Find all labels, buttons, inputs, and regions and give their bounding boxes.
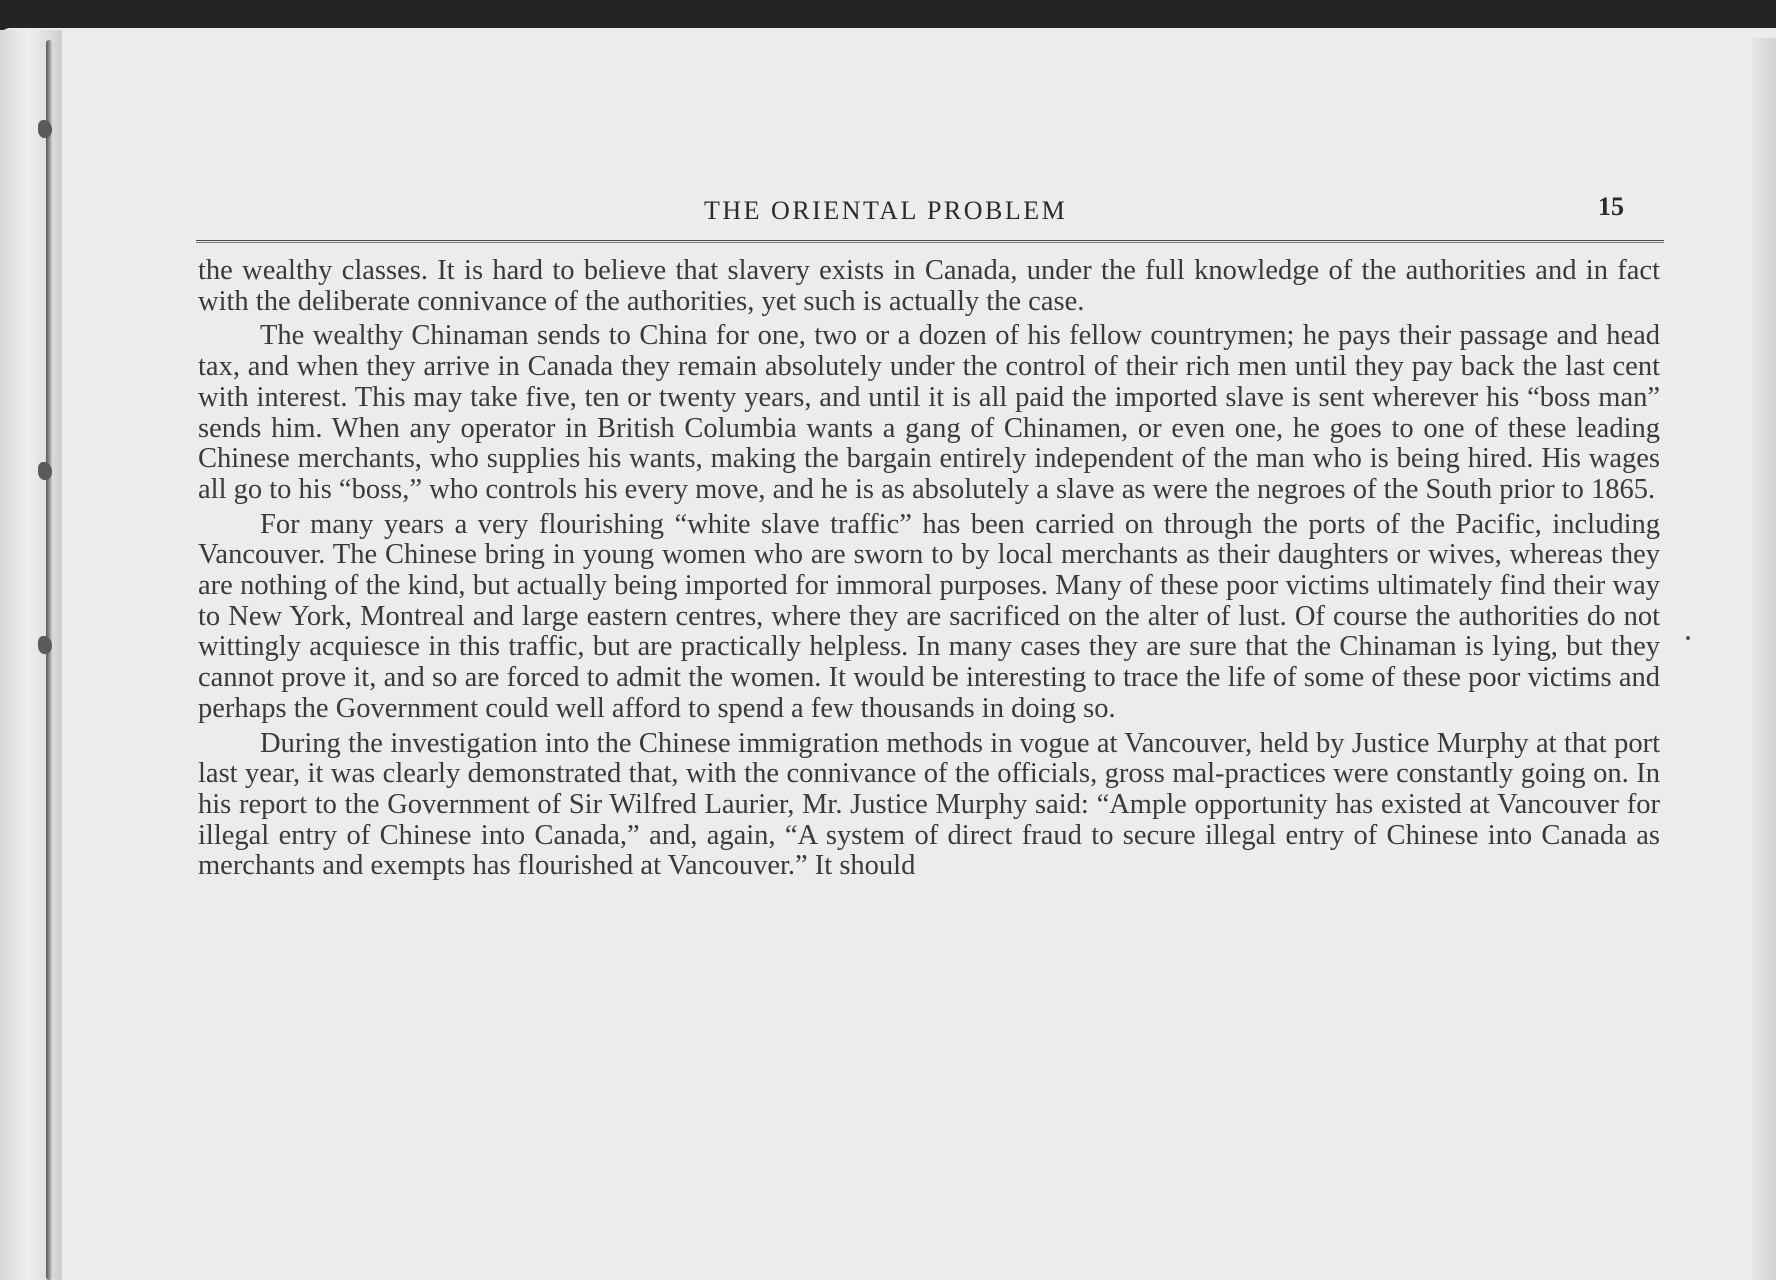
spine-binding-mark [38,636,52,654]
book-spine [46,40,52,1280]
paragraph: The wealthy Chinaman sends to China for one, two or a dozen of his fellow countrymen; he pays their passage and head tax, and when they arrive in Canada they remain absolutely under the control of their rich men until they pay back the last cent with interest. This may take five, ten or twenty years, and until it is all paid the imported slave is sent wherever his “boss man” sends him. When any operator in British Columbia wants a gang of Chinamen, or even one, he goes to one of these leading Chinese merchants, who supplies his wants, making the bargain entirely independent of the man who is being hired. His wages all go to his “boss,” who controls his every move, and he is as absolutely a slave as were the negroes of the South prior to 1865. [198,320,1660,505]
paragraph: During the investigation into the Chinese immigration methods in vogue at Vancouver, held by Justice Murphy at that port last year, it was clearly demonstrated that, with the connivance of the officials, gross mal-practices were constantly going on. In his report to the Government of Sir Wilfred Laurier, Mr. Justice Murphy said: “Ample opportunity has existed at Vancouver for illegal entry of Chinese into Canada,” and, again, “A system of direct fraud to secure illegal entry of Chinese into Canada as merchants and exempts has flourished at Vancouver.” It should [198,727,1660,882]
page-number: 15 [1598,192,1624,221]
body-text [198,256,1660,886]
paragraph: For many years a very flourishing “white slave traffic” has been carried on through the ports of the Pacific, including Vancouver. The Chinese bring in young women who are sworn to by local merchants as their daughters or wives, whereas they are nothing of the kind, but actually being imported for immoral purposes. Many of these poor victims ultimately find their way to New York, Montreal and large eastern centres, where they are sacrificed on the alter of lust. Of course the authorities do not wittingly acquiesce in this traffic, but are practically helpless. In many cases they are sure that the Chinaman is lying, but they cannot prove it, and so are forced to admit the women. It would be interesting to trace the life of some of these poor victims and perhaps the Government could well afford to spend a few thousands in doing so. [198,508,1660,724]
running-title: THE ORIENTAL PROBLEM [704,196,1068,225]
spine-binding-mark [38,120,52,138]
header-rule [196,240,1664,243]
left-page-edge [0,30,62,1280]
page-header [196,190,1666,236]
paragraph: the wealthy classes. It is hard to believe that slavery exists in Canada, under the full knowledge of the authorities and in fact with the deliberate connivance of the authorities, yet such is actually the case. [198,255,1660,317]
spine-binding-mark [38,462,52,480]
scan-speck [1686,636,1690,640]
right-page-edge [1752,38,1776,1280]
